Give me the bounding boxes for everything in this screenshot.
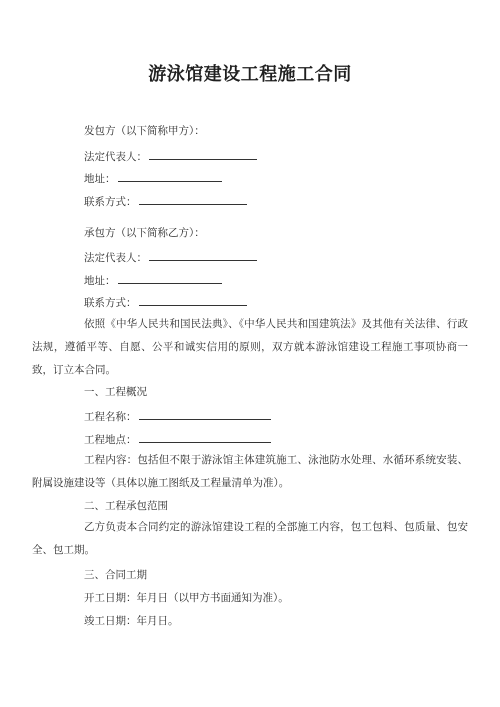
start-date: 开工日期：年月日（以甲方书面通知为准）。	[84, 592, 289, 604]
party-a-contact	[84, 193, 247, 209]
party-a-contact-label: 联系方式：	[84, 196, 137, 208]
project-name-blank	[139, 408, 271, 420]
party-a-addr-label: 地址：	[84, 173, 116, 185]
party-b-addr-label: 地址：	[84, 275, 116, 287]
party-b-representative	[84, 249, 257, 265]
project-location-label: 工程地点：	[84, 434, 137, 446]
section-2-heading: 二、工程承包范围	[84, 500, 168, 512]
party-b-address	[84, 272, 222, 288]
party-a-addr-blank	[118, 170, 222, 182]
party-b-addr-blank	[118, 272, 222, 284]
party-b-rep-blank	[149, 249, 257, 261]
project-name	[84, 408, 271, 424]
project-name-label: 工程名称：	[84, 411, 137, 423]
project-content-paragraph: 工程内容：包括但不限于游泳馆主体建筑施工、泳池防水处理、水循环系统安装、附属设施建设等（具体以施工图纸及工程量清单为准）。	[32, 454, 468, 489]
section-3-heading: 三、合同工期	[84, 569, 147, 581]
party-b-rep-label: 法定代表人：	[84, 252, 147, 264]
section-1-heading: 一、工程概况	[84, 386, 147, 398]
project-location-blank	[139, 431, 271, 443]
party-b-heading: 承包方（以下简称乙方）：	[84, 227, 205, 239]
intro-paragraph: 依照《中华人民共和国民法典》、《中华人民共和国建筑法》及其他有关法律、行政法规，遵循平等、自愿、公平和诚实信用的原则，双方就本游泳馆建设工程施工事项协商一致，订立本合同。	[32, 318, 468, 376]
document-title: 游泳馆建设工程施工合同	[148, 64, 352, 85]
party-a-representative	[84, 148, 257, 164]
party-b-contact	[84, 294, 247, 310]
scope-paragraph: 乙方负责本合同约定的游泳馆建设工程的全部施工内容，包工包料、包质量、包安全、包工期。	[32, 521, 468, 556]
end-date: 竣工日期：年月日。	[84, 615, 179, 627]
party-a-rep-label: 法定代表人：	[84, 151, 147, 163]
party-a-contact-blank	[139, 193, 247, 205]
party-a-rep-blank	[149, 148, 257, 160]
party-b-contact-blank	[139, 294, 247, 306]
project-location	[84, 431, 271, 447]
party-a-address	[84, 170, 222, 186]
party-b-contact-label: 联系方式：	[84, 297, 137, 309]
party-a-heading: 发包方（以下简称甲方）：	[84, 125, 205, 137]
